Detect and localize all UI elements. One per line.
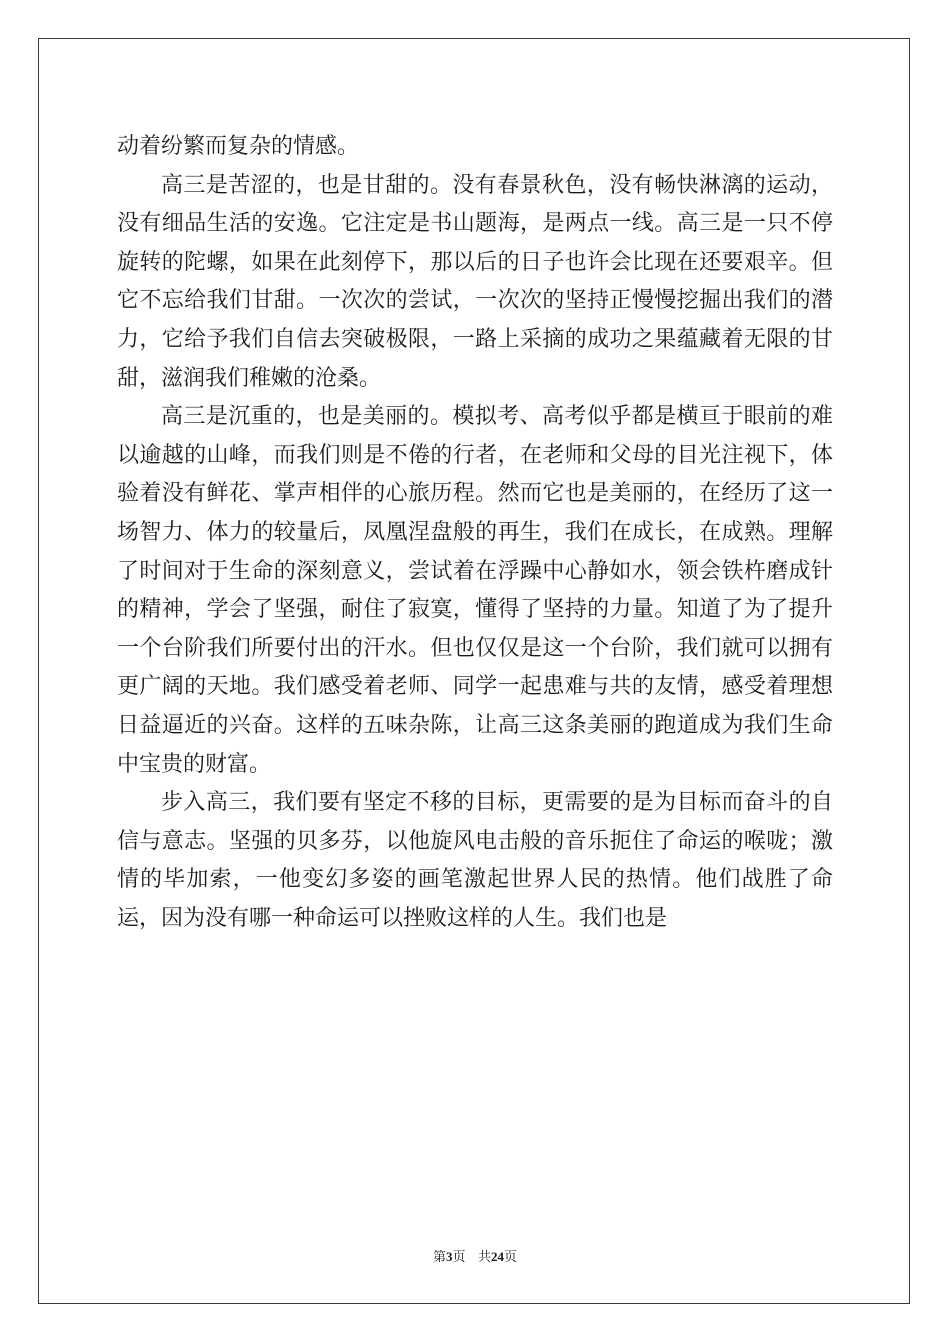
paragraph-heavy-beautiful: 高三是沉重的，也是美丽的。模拟考、高考似乎都是横亘于眼前的难以逾越的山峰，而我们则是不倦的行者，在老师和父母的目光注视下，体验着没有鲜花、掌声相伴的心旅历程。然而它也是美丽的，在经历了这一场智力、体力的较量后，凤凰涅盘般的再生，我们在成长，在成熟。理解了时间对于生命的深刻意义，尝试着在浮躁中心静如水，领会铁杵磨成针的精神，学会了坚强，耐住了寂寞，懂得了坚持的力量。知道了为了提升一个台阶我们所要付出的汗水。但也仅仅是这一个台阶，我们就可以拥有更广阔的天地。我们感受着老师、同学一起患难与共的友情，感受着理想日益逼近的兴奋。这样的五味杂陈，让高三这条美丽的跑道成为我们生命中宝贵的财富。 — [117, 404, 833, 777]
paragraph-bitter-sweet: 高三是苦涩的，也是甘甜的。没有春景秋色，没有畅快淋漓的运动，没有细品生活的安逸。它注定是书山题海，是两点一线。高三是一只不停旋转的陀螺，如果在此刻停下，那以后的日子也许会比现在还要艰辛。但它不忘给我们甘甜。一次次的尝试，一次次的坚持正慢慢挖掘出我们的潜力，它给予我们自信去突破极限，一路上采摘的成功之果蕴藏着无限的甘甜，滋润我们稚嫩的沧桑。 — [117, 172, 833, 391]
page-prefix: 第 — [433, 1250, 447, 1265]
paragraph-goal-will: 步入高三，我们要有坚定不移的目标，更需要的是为目标而奋斗的自信与意志。坚强的贝多芬，以他旋风电击般的音乐扼住了命运的喉咙；激情的毕加索，一他变幻多姿的画笔激起世界人民的热情。他们战胜了命运，因为没有哪一种命运可以挫败这样的人生。我们也是 — [117, 790, 833, 931]
page-suffix: 页 — [452, 1250, 466, 1265]
page-number: 3 — [446, 1249, 453, 1264]
total-prefix: 共 — [477, 1250, 491, 1265]
page-footer — [0, 1246, 950, 1265]
document-body — [117, 128, 833, 938]
paragraph-continuation: 动着纷繁而复杂的情感。 — [117, 134, 360, 159]
total-suffix: 页 — [503, 1250, 517, 1265]
total-pages: 24 — [490, 1249, 504, 1264]
